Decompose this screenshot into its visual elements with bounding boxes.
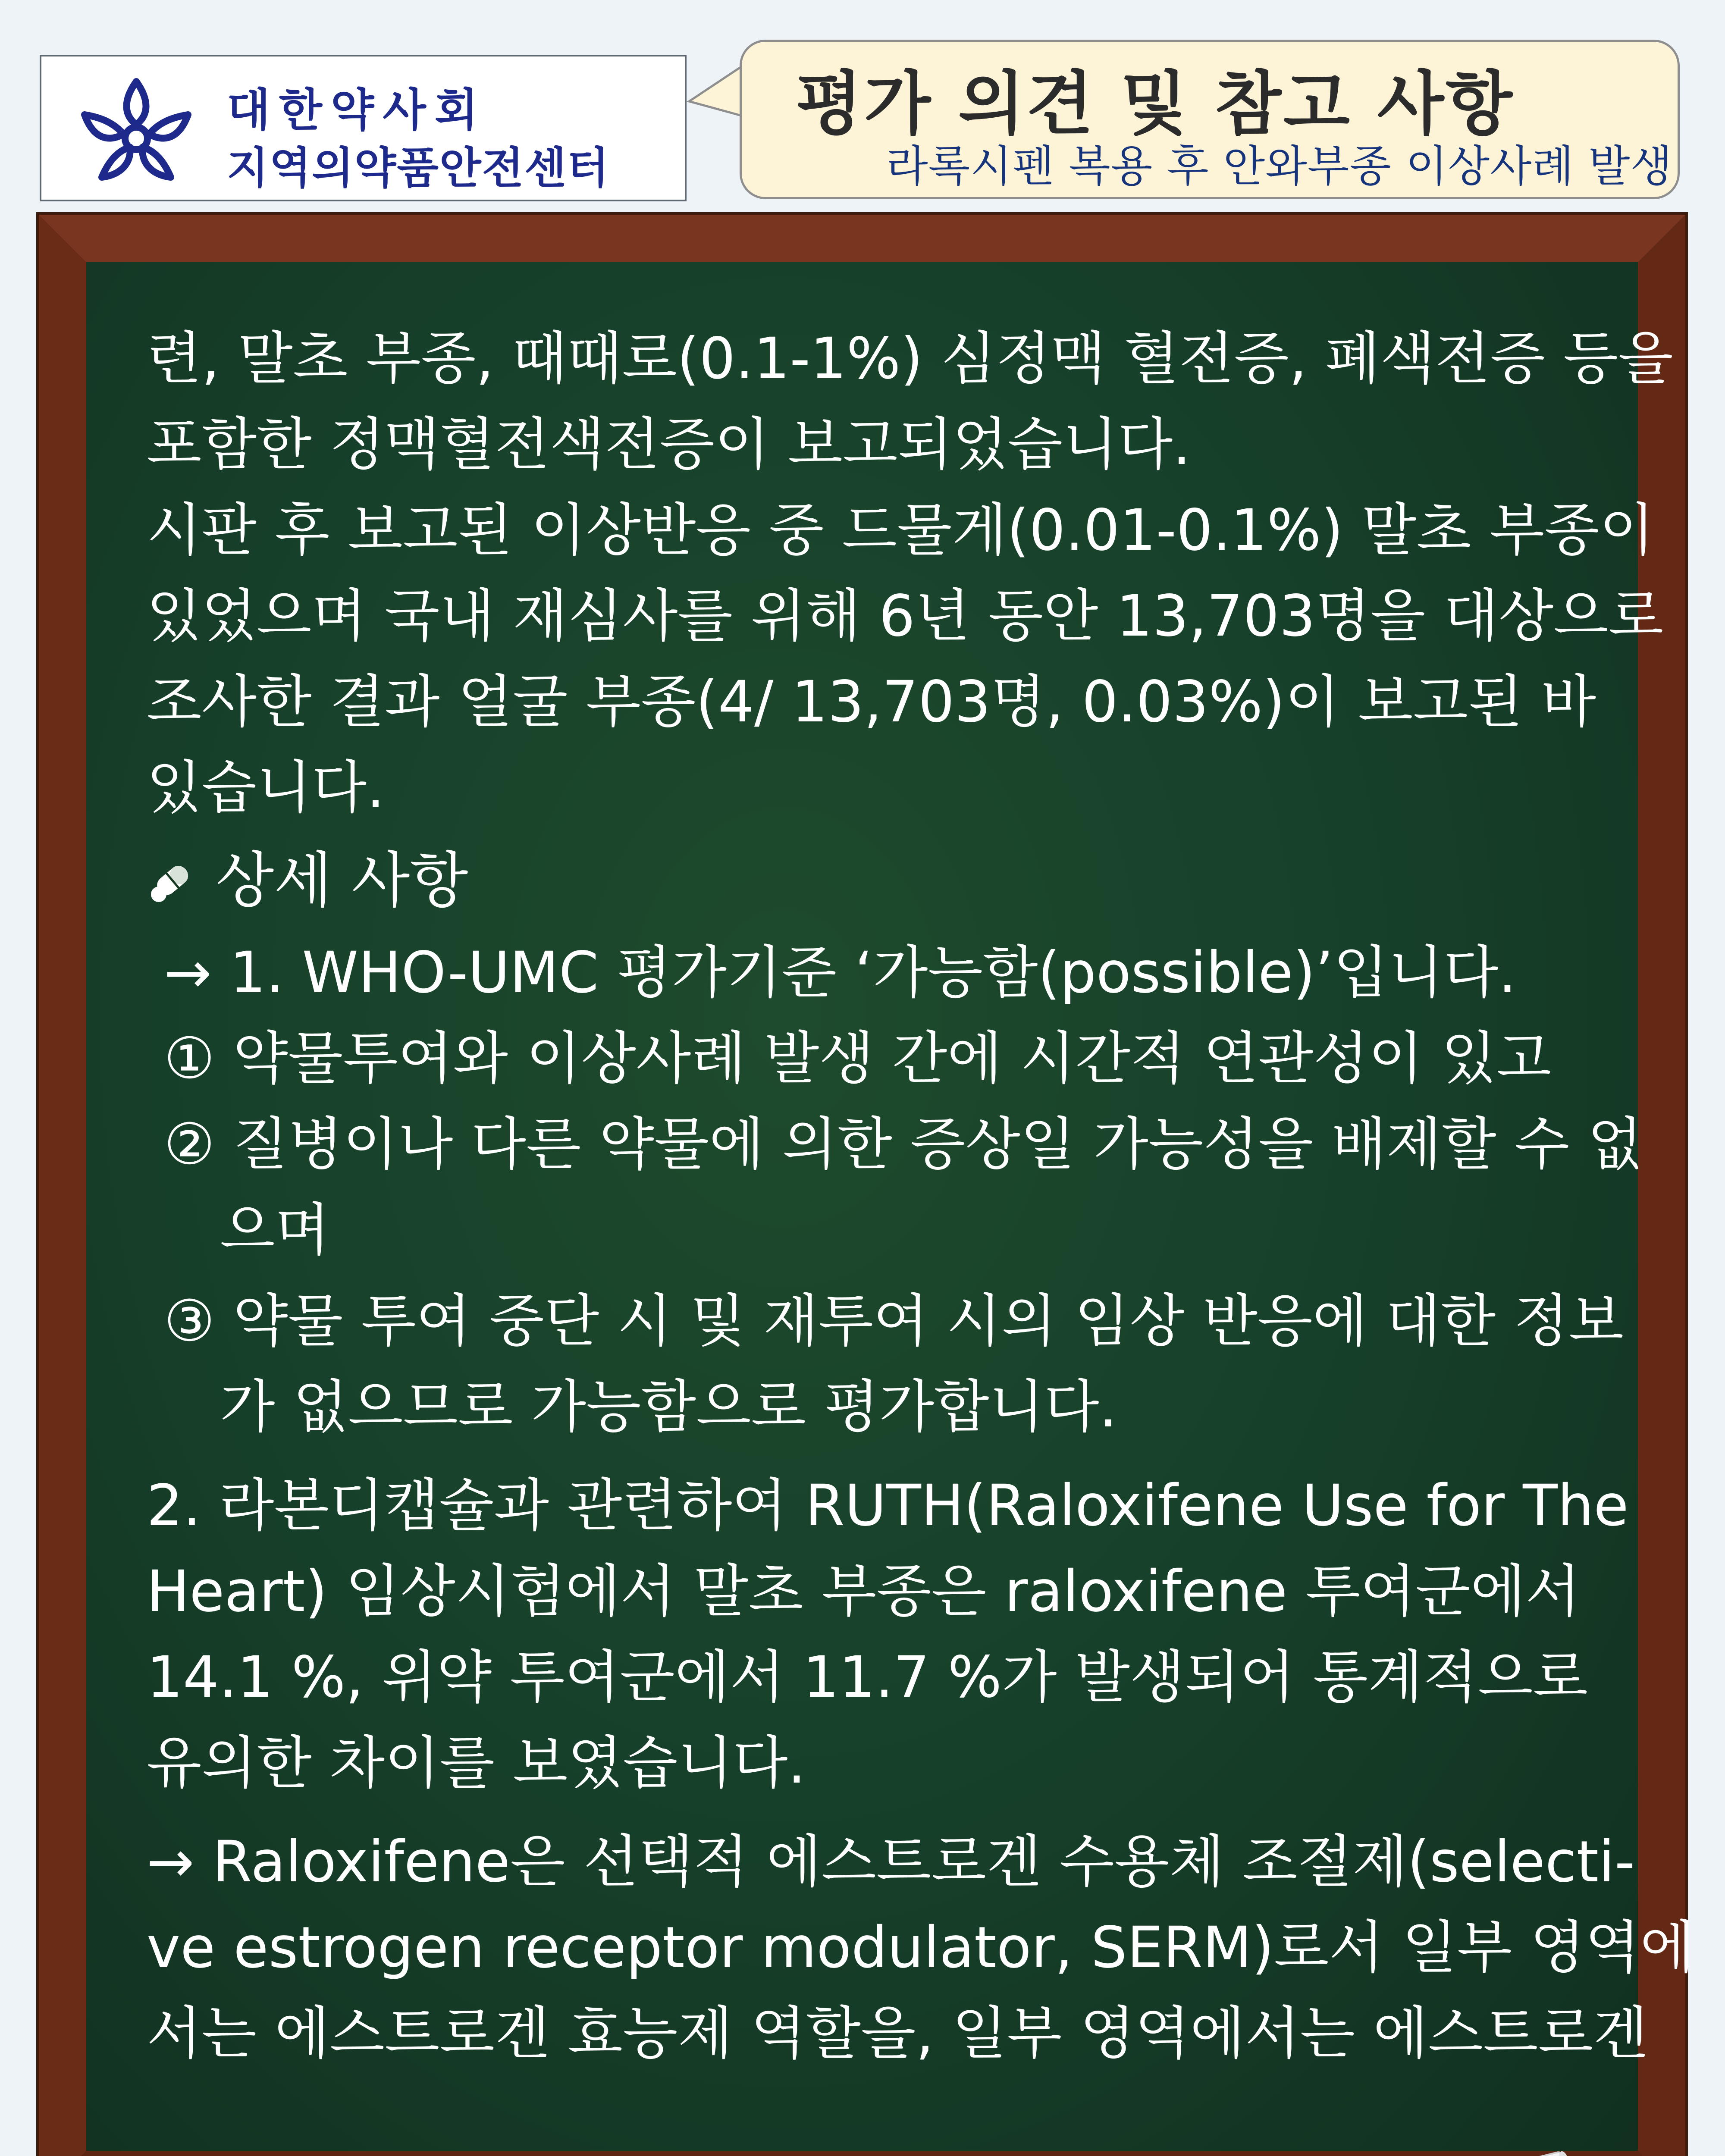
text-line: 2. 라본디캡슐과 관련하여 RUTH(Raloxifene Use for The <box>147 1473 1629 1539</box>
association-logo-icon <box>72 74 201 186</box>
text-line: 시판 후 보고된 이상반응 중 드물게(0.01-0.1%) 말초 부종이 <box>147 497 1655 564</box>
section-title: 상세 사항 <box>216 845 468 916</box>
detail-line: ② 질병이나 다른 약물에 의한 증상일 가능성을 배제할 수 없 <box>164 1111 1643 1178</box>
section-heading <box>147 831 1634 930</box>
org-logo-box <box>40 55 687 201</box>
text-line: 서는 에스트로겐 효능제 역할을, 일부 영역에서는 에스트로겐 <box>147 2000 1648 2067</box>
org-subname: 지역의약품안전센터 <box>227 142 610 193</box>
text-line: Heart) 임상시험에서 말초 부종은 raloxifene 투여군에서 <box>147 1558 1581 1625</box>
text-line: 있었으며 국내 재심사를 위해 6년 동안 13,703명을 대상으로 <box>147 583 1664 649</box>
detail-line: 으며 <box>220 1197 330 1263</box>
speech-bubble-tail <box>689 65 745 125</box>
text-line: 유의한 차이를 보였습니다. <box>147 1730 806 1796</box>
pill-capsule-icon <box>147 855 198 906</box>
page-subtitle: 라록시펜 복용 후 안와부종 이상사례 발생 <box>886 141 1673 191</box>
detail-line: ① 약물투여와 이상사례 발생 간에 시간적 연관성이 있고 <box>164 1025 1552 1092</box>
text-line: → Raloxifene은 선택적 에스트로겐 수용체 조절제(selecti- <box>147 1829 1635 1895</box>
board-content <box>147 316 1695 2077</box>
org-name: 대한약사회 <box>227 83 487 136</box>
chalkboard-surface <box>86 262 1695 2151</box>
detail-line: 가 없으므로 가능함으로 평가합니다. <box>220 1374 1117 1440</box>
title-bubble <box>740 40 1680 199</box>
chalkboard-frame <box>39 215 1695 2156</box>
text-line: 포함한 정맥혈전색전증이 보고되었습니다. <box>147 411 1191 478</box>
text-line: ve estrogen receptor modulator, SERM)로서 일부 영역에 <box>147 1915 1695 1981</box>
detail-line: ③ 약물 투여 중단 시 및 재투여 시의 임상 반응에 대한 정보 <box>164 1288 1624 1354</box>
detail-line: → 1. WHO-UMC 평가기준 ‘가능함(possible)’입니다. <box>164 940 1517 1006</box>
text-line: 련, 말초 부종, 때때로(0.1-1%) 심정맥 혈전증, 폐색전증 등을 <box>147 326 1673 392</box>
text-line: 조사한 결과 얼굴 부종(4/ 13,703명, 0.03%)이 보고된 바 <box>147 669 1596 735</box>
text-line: 14.1 %, 위약 투여군에서 11.7 %가 발생되어 통계적으로 <box>147 1644 1588 1711</box>
chalk-icon <box>1462 2139 1574 2156</box>
text-line: 있습니다. <box>147 755 385 821</box>
page-title: 평가 의견 및 참고 사항 <box>796 63 1514 144</box>
